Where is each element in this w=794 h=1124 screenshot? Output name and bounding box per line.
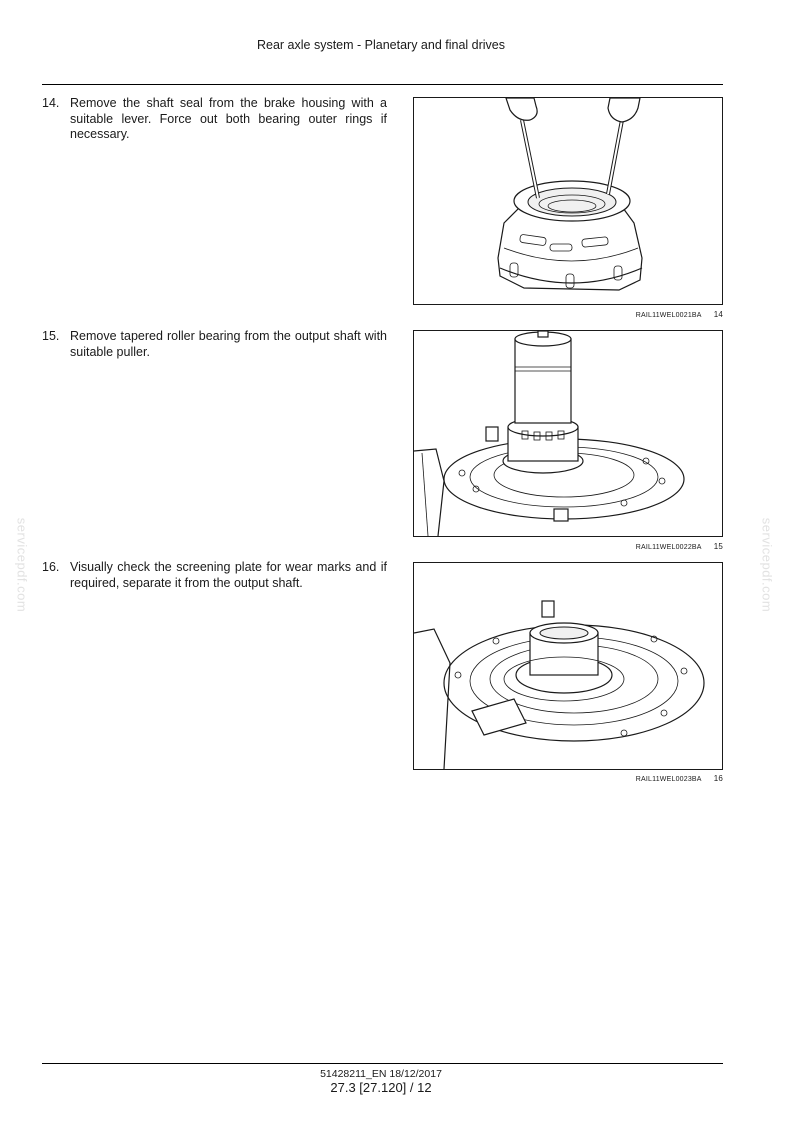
figure-14-caption xyxy=(413,310,723,319)
watermark-left: servicepdf.com xyxy=(14,517,30,613)
footer-page-number: 27.3 [27.120] / 12 xyxy=(330,1080,432,1095)
figure-number: 14 xyxy=(713,310,723,319)
step-number: 15. xyxy=(42,329,60,343)
header-rule xyxy=(42,84,723,85)
page-header-title: Rear axle system - Planetary and final drives xyxy=(256,38,506,52)
step-15 xyxy=(42,329,387,360)
step-text: Remove tapered roller bearing from the output shaft with suitable puller. xyxy=(70,329,387,359)
figure-number: 15 xyxy=(713,542,723,551)
figure-15-caption xyxy=(413,542,723,551)
step-16 xyxy=(42,560,387,591)
figure-code: RAIL11WEL0022BA xyxy=(635,544,702,551)
footer-document-reference: 51428211_EN 18/12/2017 xyxy=(320,1068,442,1080)
figure-16-caption xyxy=(413,774,723,783)
figure-15-bearing-removal xyxy=(413,330,723,537)
footer-rule xyxy=(42,1063,723,1064)
figure-code: RAIL11WEL0023BA xyxy=(635,776,702,783)
step-text: Remove the shaft seal from the brake housing with a suitable lever. Force out both bearing outer rings if necessary. xyxy=(70,96,387,141)
step-text: Visually check the screening plate for wear marks and if required, separate it from the output shaft. xyxy=(70,560,387,590)
step-14 xyxy=(42,96,387,143)
step-number: 14. xyxy=(42,96,60,110)
figure-16-screening-plate xyxy=(413,562,723,770)
figure-14-seal-removal xyxy=(413,97,723,305)
step-number: 16. xyxy=(42,560,60,574)
figure-number: 16 xyxy=(713,774,723,783)
watermark-right: servicepdf.com xyxy=(759,517,775,613)
figure-code: RAIL11WEL0021BA xyxy=(635,312,702,319)
